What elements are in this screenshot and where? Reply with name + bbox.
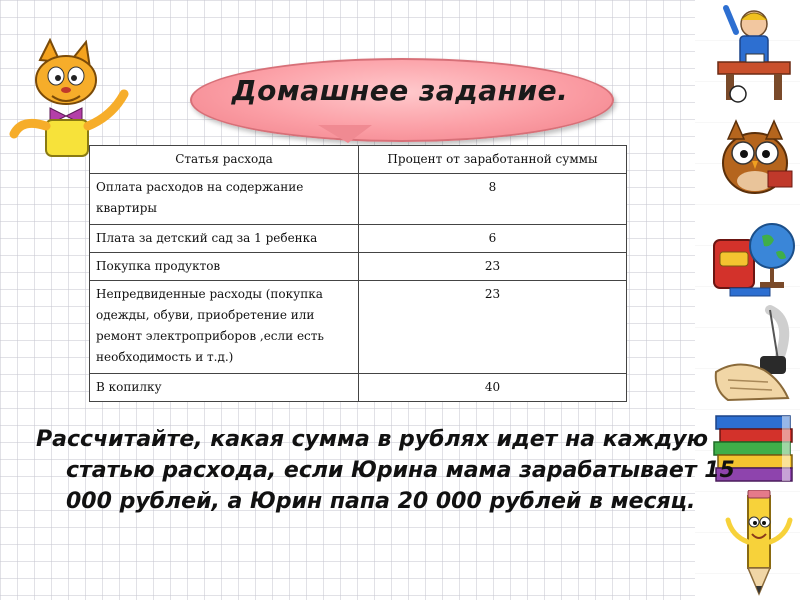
owl-icon bbox=[710, 115, 800, 200]
slide-title: Домашнее задание. bbox=[231, 74, 569, 107]
expense-item-cell: Плата за детский сад за 1 ребенка bbox=[90, 225, 359, 253]
table-row bbox=[90, 253, 627, 281]
header-percent: Процент от заработанной суммы bbox=[359, 146, 627, 174]
expense-item-cell: Оплата расходов на содержание квартиры bbox=[90, 174, 359, 225]
scroll-and-quill-icon bbox=[708, 300, 800, 405]
percent-cell: 23 bbox=[359, 253, 627, 281]
table-row bbox=[90, 281, 627, 374]
table-row bbox=[90, 174, 627, 225]
percent-cell: 40 bbox=[359, 374, 627, 402]
cat-cartoon-icon bbox=[0, 38, 140, 158]
percent-cell: 6 bbox=[359, 225, 627, 253]
pupil-at-desk-icon bbox=[708, 2, 800, 107]
expense-item-cell: Непредвиденные расходы (покупка одежды, обуви, приобретение или ремонт электроприборов ,если есть необходимость и т.д.) bbox=[90, 281, 359, 374]
header-expense-item: Статья расхода bbox=[90, 146, 359, 174]
table-header-row bbox=[90, 146, 627, 174]
globe-and-backpack-icon bbox=[708, 208, 800, 300]
percent-cell: 23 bbox=[359, 281, 627, 374]
table-row bbox=[90, 374, 627, 402]
task-text: Рассчитайте, какая сумма в рублях идет на каждую статью расхода, если Юрина мама зарабатывает 15 000 рублей, а Юрин папа 20 000 рублей в месяц. bbox=[36, 427, 735, 514]
percent-cell: 8 bbox=[359, 174, 627, 225]
title-bubble-tail bbox=[318, 125, 372, 143]
expense-item-cell: В копилку bbox=[90, 374, 359, 402]
expense-item-cell: Покупка продуктов bbox=[90, 253, 359, 281]
table-row bbox=[90, 225, 627, 253]
expenses-table bbox=[89, 145, 627, 402]
